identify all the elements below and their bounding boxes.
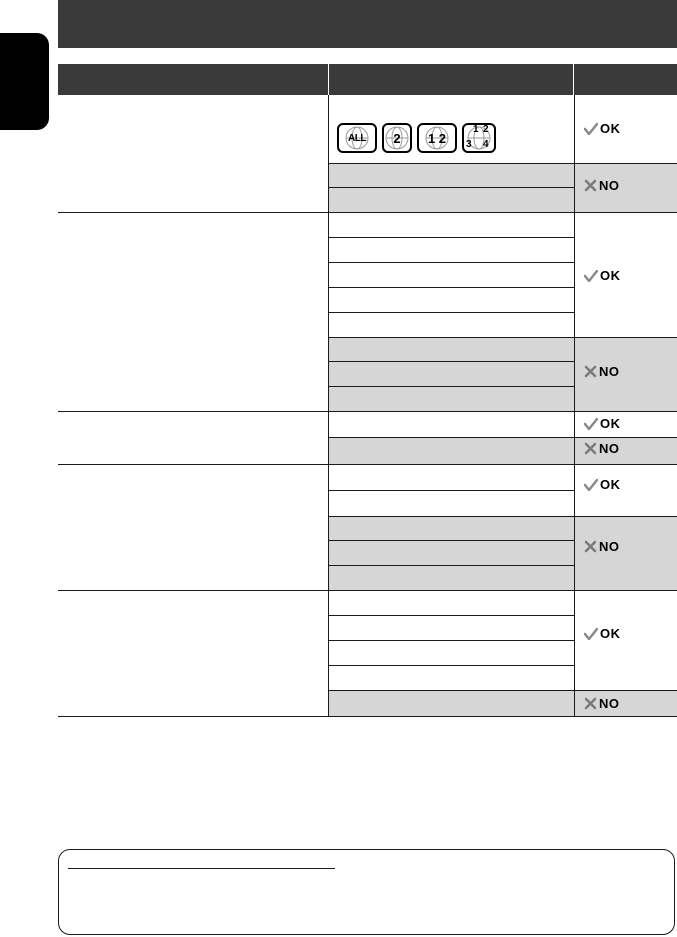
page-header-bar: [58, 0, 677, 48]
region-multi-icon: [462, 123, 496, 153]
status-no: [584, 178, 620, 193]
cross-icon: [584, 540, 597, 553]
table-cell: [328, 690, 574, 716]
row-divider: [328, 437, 677, 438]
status-ok: [584, 626, 621, 641]
row-divider: [58, 590, 677, 591]
table-cell: [328, 437, 574, 464]
check-icon: [584, 628, 598, 640]
row-divider: [328, 287, 574, 288]
row-divider: [328, 312, 574, 313]
note-title-underline: [68, 868, 335, 869]
status-no-label: NO: [599, 441, 620, 456]
column-divider: [573, 64, 574, 95]
column-divider: [328, 95, 329, 716]
row-divider: [58, 464, 677, 465]
language-tab: [0, 33, 49, 130]
status-no: [584, 696, 620, 711]
region-1-2-icon: [417, 123, 457, 153]
table-cell: [328, 362, 574, 386]
region-multi-label: 3: [466, 139, 472, 150]
check-icon: [584, 418, 598, 430]
region-multi-label: 4: [483, 139, 489, 150]
region-multi-label: 1: [473, 124, 479, 135]
status-ok: [584, 268, 621, 283]
check-icon: [584, 479, 598, 491]
check-icon: [584, 270, 598, 282]
row-divider: [328, 540, 574, 541]
row-divider: [328, 490, 574, 491]
row-divider: [328, 262, 574, 263]
region-2-label: 2: [393, 131, 401, 146]
region-multi-label: 2: [483, 124, 489, 135]
table-cell: [328, 163, 574, 187]
table-cell: [328, 337, 574, 361]
row-divider: [328, 361, 574, 362]
row-divider: [328, 690, 677, 691]
row-divider: [328, 516, 677, 517]
column-divider: [574, 95, 575, 716]
status-ok: [584, 121, 621, 136]
row-divider: [58, 716, 677, 717]
status-ok: [584, 416, 621, 431]
table-cell: [328, 566, 574, 590]
note-box: [58, 849, 675, 935]
table-cell: [328, 387, 574, 411]
row-divider: [328, 565, 574, 566]
status-no-label: NO: [599, 539, 620, 554]
row-divider: [328, 615, 574, 616]
status-no-label: NO: [599, 364, 620, 379]
status-ok-label: OK: [600, 416, 621, 431]
status-ok: [584, 477, 621, 492]
status-ok-label: OK: [600, 626, 621, 641]
region-2-icon: [382, 123, 412, 153]
region-code-icons: [337, 123, 496, 153]
row-divider: [328, 337, 677, 338]
region-1-2-label: 1 2: [427, 131, 447, 146]
region-all-icon: [337, 123, 377, 153]
row-divider: [328, 665, 574, 666]
status-no-label: NO: [599, 696, 620, 711]
table-cell: [328, 516, 574, 540]
check-icon: [584, 123, 598, 135]
row-divider: [328, 163, 677, 164]
row-divider: [58, 411, 677, 412]
status-no: [584, 364, 620, 379]
status-no-label: NO: [599, 178, 620, 193]
row-divider: [328, 640, 574, 641]
column-divider: [328, 64, 329, 95]
cross-icon: [584, 442, 597, 455]
cross-icon: [584, 365, 597, 378]
table-cell: [328, 541, 574, 565]
region-all-label: ALL: [348, 133, 366, 144]
table-header: [58, 64, 677, 95]
row-divider: [58, 212, 677, 213]
row-divider: [328, 386, 574, 387]
cross-icon: [584, 697, 597, 710]
table-cell: [328, 188, 574, 212]
row-divider: [328, 187, 574, 188]
status-ok-label: OK: [600, 477, 621, 492]
status-no: [584, 539, 620, 554]
status-ok-label: OK: [600, 121, 621, 136]
status-no: [584, 441, 620, 456]
status-ok-label: OK: [600, 268, 621, 283]
cross-icon: [584, 179, 597, 192]
row-divider: [328, 237, 574, 238]
